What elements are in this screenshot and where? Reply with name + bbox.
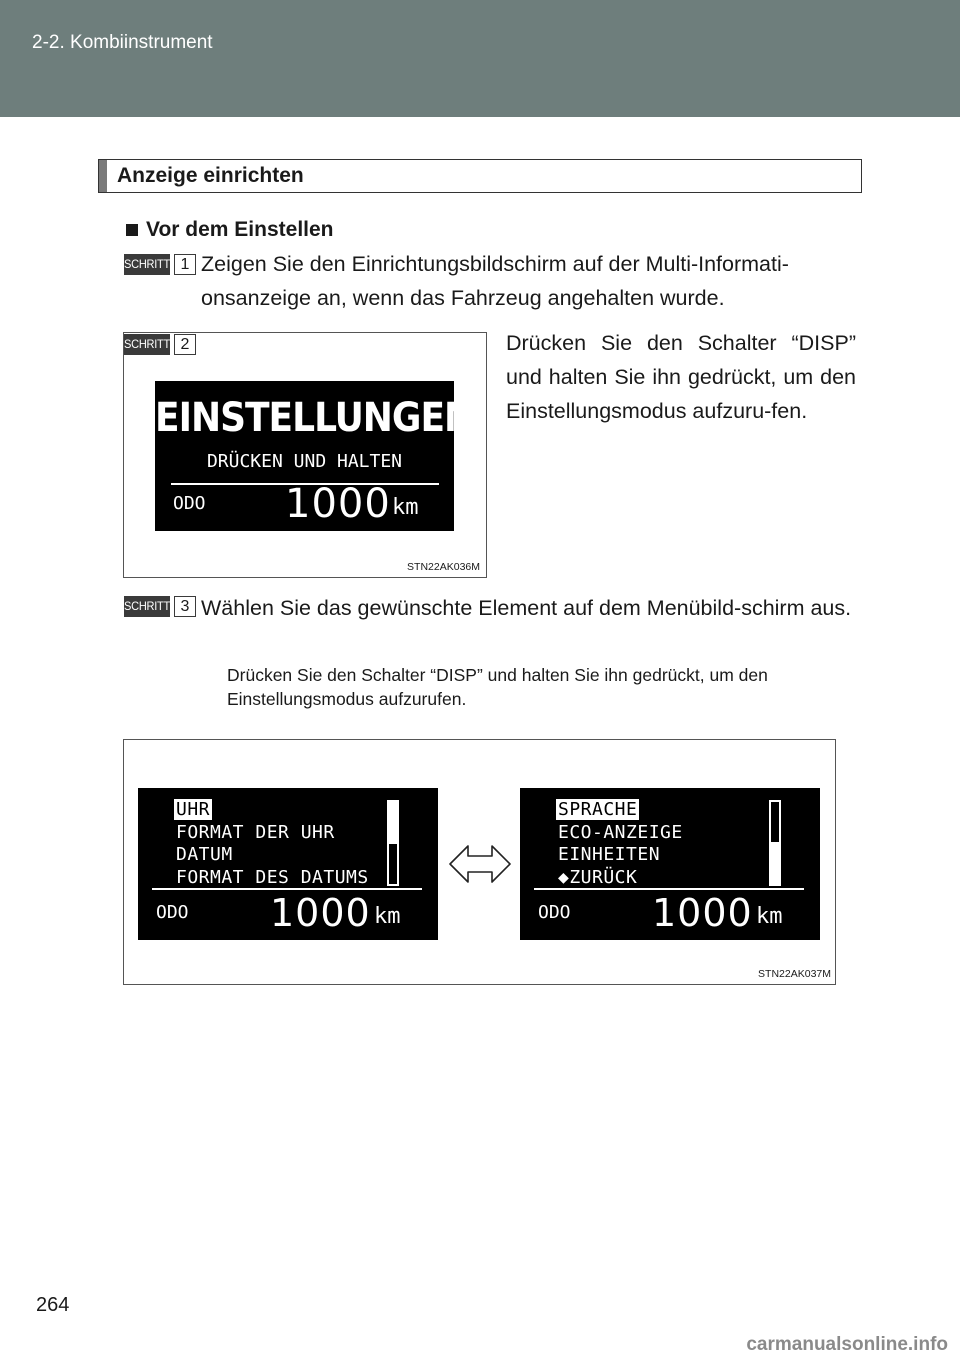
double-arrow-icon: [448, 843, 512, 885]
step-badge-2: [124, 334, 196, 355]
scroll-thumb: [771, 842, 779, 884]
step-label: SCHRITT: [124, 334, 170, 355]
figure-code: STN22AK037M: [758, 968, 831, 980]
display-title: EINSTELLUNGEN: [155, 395, 474, 441]
figure-settings-screen: [123, 332, 487, 578]
menu-item: EINHEITEN: [558, 844, 661, 865]
step-badge-3: [124, 596, 196, 617]
step-badge-1: [124, 254, 196, 275]
menu-item-selected: UHR: [176, 799, 211, 820]
subheading-text: Vor dem Einstellen: [146, 218, 334, 241]
step-3-text: Wählen Sie das gewünschte Element auf dem Menübild-schirm aus.: [201, 596, 852, 620]
scroll-indicator: [769, 800, 781, 886]
display-menu-left: [138, 788, 438, 940]
step-1-text: Zeigen Sie den Einrichtungsbildschirm auf der Multi-Informati-onsanzeige an, wenn das Fahrzeug angehalten wurde.: [201, 252, 789, 310]
page-header: [0, 0, 960, 117]
display-menu-right: [520, 788, 820, 940]
odo-unit: km: [374, 904, 401, 929]
section-heading: Anzeige einrichten: [117, 164, 304, 187]
display-subtitle: DRÜCKEN UND HALTEN: [206, 451, 403, 472]
step-number: 2: [174, 334, 196, 355]
step-number: 3: [174, 596, 196, 617]
section-title: 2-2. Kombiinstrument: [32, 32, 213, 53]
odo-unit: km: [756, 904, 783, 929]
odo-value: 1000: [652, 891, 753, 935]
step-2-text: Drücken Sie den Schalter “DISP” und halten Sie ihn gedrückt, um den Einstellungsmodus aufzuru-fen.: [506, 331, 856, 423]
section-heading-box: [98, 159, 862, 193]
odo-label: ODO: [173, 493, 206, 514]
scroll-thumb: [389, 802, 397, 844]
divider-line: [534, 888, 804, 890]
menu-item: FORMAT DER UHR: [176, 822, 335, 843]
menu-item: FORMAT DES DATUMS: [176, 867, 369, 888]
menu-item: ECO-ANZEIGE: [558, 822, 683, 843]
odo-unit: km: [392, 495, 419, 520]
heading-accent-bar: [99, 160, 107, 192]
figure-code: STN22AK036M: [407, 561, 480, 573]
menu-item: ◆ZURÜCK: [558, 867, 638, 888]
divider-line: [152, 888, 422, 890]
page-number: 264: [36, 1294, 70, 1316]
step-label: SCHRITT: [124, 254, 170, 275]
step-label: SCHRITT: [124, 596, 170, 617]
scroll-indicator: [387, 800, 399, 886]
step-number: 1: [174, 254, 196, 275]
square-bullet-icon: [126, 224, 138, 236]
odo-label: ODO: [156, 902, 189, 923]
watermark: carmanualsonline.info: [746, 1334, 948, 1355]
odo-value: 1000: [270, 891, 371, 935]
display-settings: [155, 381, 474, 531]
subheading: [126, 218, 334, 242]
menu-item: DATUM: [176, 844, 233, 865]
odo-label: ODO: [538, 902, 571, 923]
step-3-note: Drücken Sie den Schalter “DISP” und halten Sie ihn gedrückt, um den Einstellungsmodus aufzurufen.: [227, 665, 768, 709]
figure-menu-screens: [123, 739, 836, 985]
odo-value: 1000: [285, 481, 391, 527]
menu-item-selected: SPRACHE: [558, 799, 638, 820]
